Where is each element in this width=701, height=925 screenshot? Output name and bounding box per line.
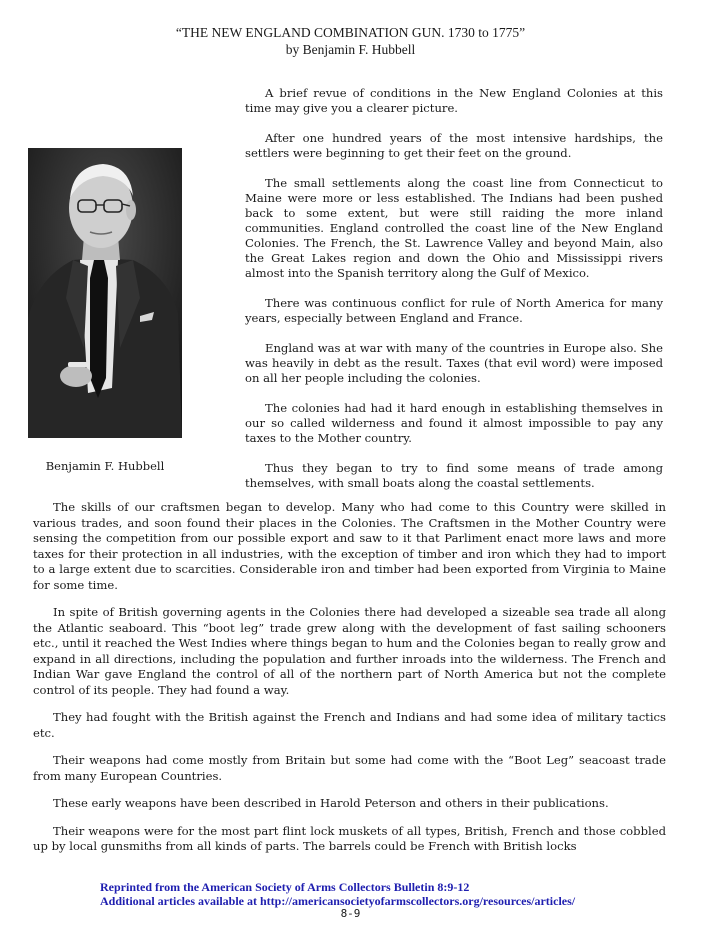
paragraph: The colonies had had it hard enough in establishing themselves in our so called wilderness and found it almost impossible to pay any taxes to the Mother country. <box>245 401 663 445</box>
paragraph: Their weapons had come mostly from Britain but some had come with the “Boot Leg” seacoast trade from many European Countries. <box>33 753 666 783</box>
paragraph: The skills of our craftsmen began to develop. Many who had come to this Country were skilled in various trades, and soon found their places in the Colonies. The Craftsmen in the Mother Country were sensing the competition from our possible export and saw to it that Parliment enact more laws and more taxes for their protection in all industries, with the exception of timber and iron which they had to import to a large extent due to scarcities. Considerable iron and timber had been exported from Virginia to Maine for some time. <box>33 500 666 592</box>
author-photo <box>28 148 182 438</box>
reprint-source: Reprinted from the American Society of Arms Collectors Bulletin 8:9-12 <box>100 880 470 894</box>
reprint-link[interactable]: Additional articles available at http://americansocietyofarmscollectors.org/resources/articles/ <box>100 894 576 908</box>
article-title: “THE NEW ENGLAND COMBINATION GUN. 1730 to 1775” <box>175 25 526 40</box>
right-column-text <box>245 86 663 506</box>
paragraph: They had fought with the British against the French and Indians and had some idea of military tactics etc. <box>33 710 666 740</box>
paragraph: The small settlements along the coast line from Connecticut to Maine were more or less established. The Indians had been pushed back to some extent, but were still raiding the more inland communities. England controlled the coast line of the New England Colonies. The French, the St. Lawrence Valley and beyond Main, also the Great Lakes region and down the Ohio and Mississippi rivers almost into the Spanish territory along the Gulf of Mexico. <box>245 176 663 280</box>
article-byline: by Benjamin F. Hubbell <box>285 42 416 57</box>
photo-caption: Benjamin F. Hubbell <box>45 459 165 473</box>
paragraph: Their weapons were for the most part flint lock muskets of all types, British, French and those cobbled up by local gunsmiths from all kinds of parts. The barrels could be French with British locks <box>33 823 666 853</box>
paragraph: There was continuous conflict for rule of North America for many years, especially between England and France. <box>245 296 663 325</box>
paragraph: A brief revue of conditions in the New England Colonies at this time may give you a clearer picture. <box>245 86 663 115</box>
paragraph: England was at war with many of the countries in Europe also. She was heavily in debt as the result. Taxes (that evil word) were imposed on all her people including the colonies. <box>245 341 663 385</box>
page-number: 8-9 <box>340 907 361 920</box>
full-width-text <box>33 500 666 867</box>
paragraph: These early weapons have been described in Harold Peterson and others in their publications. <box>53 796 609 810</box>
paragraph: After one hundred years of the most intensive hardships, the settlers were beginning to get their feet on the ground. <box>245 131 663 160</box>
paragraph: Thus they began to try to find some means of trade among themselves, with small boats along the coastal settlements. <box>245 461 663 490</box>
reprint-notice <box>100 880 660 908</box>
paragraph: In spite of British governing agents in the Colonies there had developed a sizeable sea trade all along the Atlantic seaboard. This “boot leg” trade grew along with the development of fast sailing schooners etc., until it reached the West Indies where things began to hum and the Colonies began to really grow and expand in all directions, including the population and further inroads into the wilderness. The French and Indian War gave England the control of all of the northern part of North America but not the complete control of its people. They had found a way. <box>33 605 666 697</box>
